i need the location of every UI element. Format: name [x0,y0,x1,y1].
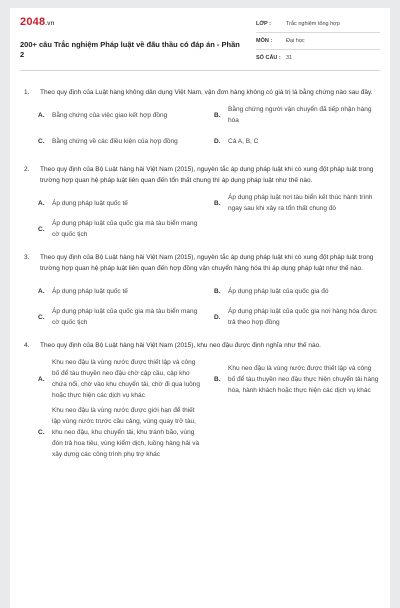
document-page [10,8,390,608]
meta-count-row [256,50,380,66]
question-item [20,164,380,242]
page-title: 200+ câu Trắc nghiệm Pháp luật về đấu thầu có đáp án - Phần 2 [20,40,240,59]
option-key: C. [38,225,45,233]
option-key: B. [214,199,221,207]
option-text: Bằng chứng của việc giao kết hợp đồng [52,111,168,119]
question-item [20,87,380,154]
answer-options [38,278,380,330]
option-text: Áp dụng pháp luật của quốc gia mà tàu biển mang cờ quốc tịch [52,308,198,326]
option-key: B. [214,111,221,119]
meta-label: SỐ CÂU : [256,55,281,61]
question-body: Theo quy định của Bộ Luật hàng hải Việt Nam (2015), nguyên tắc áp dụng pháp luật khi có xung đột pháp luật trong trường hợp quan hệ pháp luật liên quan đến tổn thất chung thì áp dụng pháp luật như thế nào. [40,166,374,184]
option-key: A. [38,111,45,119]
meta-label: MÔN : [256,38,273,44]
question-item [20,252,380,330]
option-text: Khu neo đậu là vùng nước được giới hạn để thiết lập vùng nước trước cầu cảng, vùng quay trở tàu, khu neo đậu, khu chuyển tải, khu tránh bão, vùng đón trả hoa tiêu, vùng kiểm dịch, luồng hàng hải và xây dựng các công trình phụ trợ khác [52,407,200,458]
option-text: Áp dụng pháp luật nơi tàu biển kết thúc hành trình ngay sau khi xảy ra tổn thất chung đó [228,194,373,212]
question-text [20,252,380,274]
option-key: C. [38,137,45,145]
question-number: 1. [24,89,30,96]
site-logo[interactable] [20,16,55,28]
answer-option-c[interactable] [38,216,208,242]
answer-option-a[interactable] [38,102,208,128]
question-body: Theo quy định của Luật hàng không dân dụng Việt Nam, vận đơn hàng không có giá trị là bằng chứng nào sau đây. [40,89,373,96]
option-text: Áp dụng pháp luật của quốc gia mà tàu biển mang cờ quốc tịch [52,220,198,238]
meta-label: LỚP : [256,21,271,27]
option-text: Áp dụng pháp luật của quốc gia đó [228,287,329,295]
answer-option-a[interactable] [38,278,208,304]
question-text [20,87,380,98]
question-text [20,164,380,186]
meta-value: 31 [286,55,293,61]
option-text: Áp dụng pháp luật quốc tế [52,199,128,207]
option-key: A. [38,375,45,383]
question-number: 4. [24,342,30,349]
option-text: Bằng chứng người vận chuyển đã tiếp nhận hàng hóa [228,106,372,124]
answer-option-c[interactable] [38,403,208,462]
option-key: A. [38,287,45,295]
document-meta [256,16,380,66]
question-item [20,340,380,462]
question-text [20,340,380,351]
meta-class-row [256,16,380,33]
question-body: Theo quy định của Bộ Luật hàng hải Việt Nam (2015), khu neo đậu được định nghĩa như thế nào. [40,342,321,349]
answer-option-d[interactable] [214,304,384,330]
question-list [20,71,380,462]
answer-options [38,190,380,242]
option-text: Áp dụng pháp luật của quốc gia nơi hàng hóa được trả theo hợp đồng [228,308,377,326]
question-number: 2. [24,166,30,173]
question-number: 3. [24,254,30,261]
answer-option-c[interactable] [38,304,208,330]
option-key: C. [38,429,45,436]
option-text: Khu neo đậu là vùng nước được thiết lập và công bố để tàu thuyền neo đậu thực hiện chuyển tải hàng hóa, hành khách hoặc thực hiện các dịch vụ khác [228,364,379,394]
option-text: Cả A, B, C [228,137,259,145]
answer-option-a[interactable] [38,190,208,216]
document-header [20,16,380,71]
meta-value: Trắc nghiệm tổng hợp [286,21,340,27]
option-text: Bằng chứng về các điều kiện của hợp đồng [52,137,178,145]
option-key: D. [214,137,221,145]
option-key: B. [214,287,221,295]
logo-text: 2048 [20,16,46,28]
question-body: Theo quy định của Bộ Luật hàng hải Việt Nam (2015), nguyên tắc áp dụng pháp luật khi có xung đột pháp luật trong trường hợp quan hệ pháp luật liên quan đến hợp đồng vận chuyển hàng hóa thì áp dụng pháp luật như thế nào. [40,254,374,272]
option-text: Áp dụng pháp luật quốc tế [52,287,128,295]
answer-option-b[interactable] [214,102,384,128]
answer-option-b[interactable] [214,278,384,304]
option-key: D. [214,313,221,321]
answer-option-d[interactable] [214,128,384,154]
logo-tld: .vn [45,21,55,27]
meta-subject-row [256,33,380,50]
meta-value: Đại học [286,38,305,44]
answer-option-b[interactable] [214,355,384,403]
answer-options [38,102,380,154]
option-key: B. [214,375,221,383]
answer-option-a[interactable] [38,355,208,403]
option-key: A. [38,199,45,207]
answer-option-c[interactable] [38,128,208,154]
answer-options [38,355,380,462]
option-key: C. [38,313,45,321]
option-text: Khu neo đậu là vùng nước được thiết lập và công bố để tàu thuyền neo đậu chờ cập cầu, cập kho chứa nổi, chờ vào khu chuyển tải, chờ đi qua luồng hoặc thực hiện các dịch vụ khác [52,359,201,399]
answer-option-b[interactable] [214,190,384,216]
